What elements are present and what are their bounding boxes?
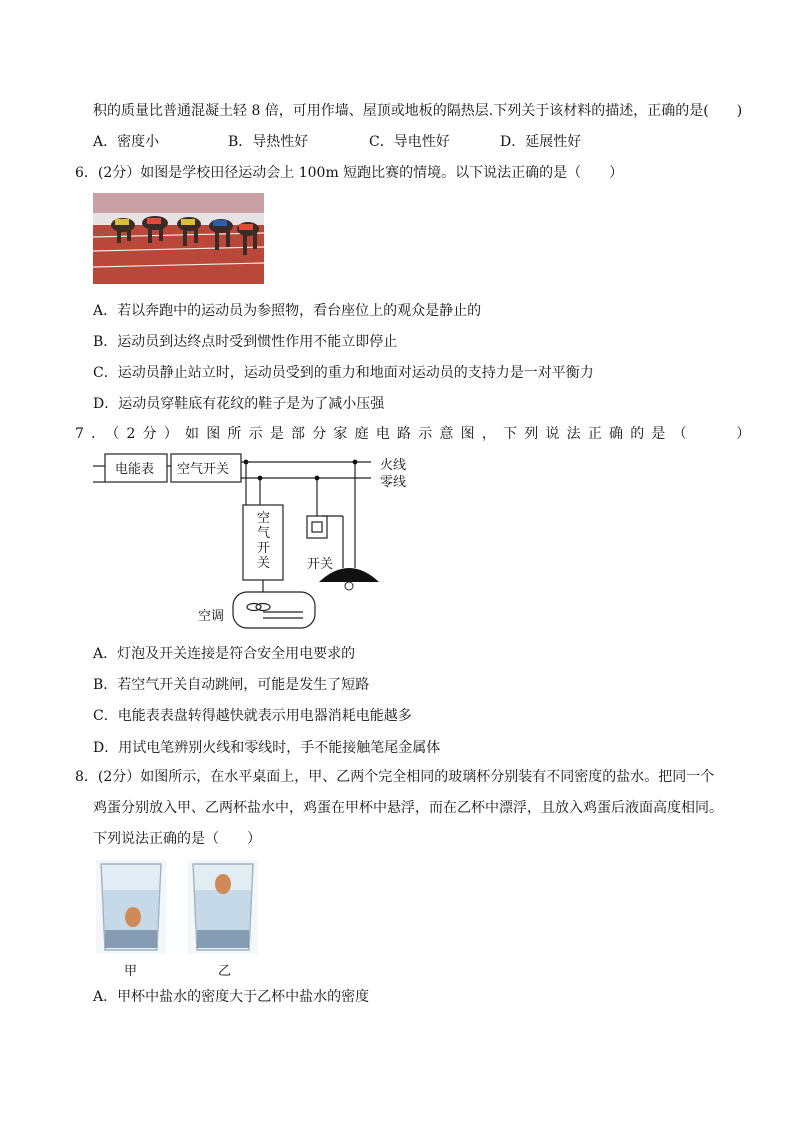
q6-stem: 6．(2分）如图是学校田径运动会上 100m 短跑比赛的情境。以下说法正确的是（ ） [75,165,624,181]
q5-option-b: B．导热性好 [228,134,309,150]
main-breaker-label: 空气开关 [177,462,230,477]
meter-label: 电能表 [115,462,155,477]
q7-option-d: D．用试电笔辨别火线和零线时，手不能接触笔尾金属体 [93,740,441,756]
q8-option-a: A．甲杯中盐水的密度大于乙杯中盐水的密度 [93,989,370,1005]
q8-stem-line3: 下列说法正确的是（ ） [93,831,261,847]
q5-stem-tail: 积的质量比普通混凝土轻 8 倍，可用作墙、屋顶或地板的隔热层.下列关于该材料的描述，正确的是( ) [93,103,743,119]
salt-water-cups-figure [93,860,273,980]
ac-breaker-label: 空气开关 [257,511,271,571]
switch-label: 开关 [307,557,334,572]
q6-option-c: C．运动员静止站立时，运动员受到的重力和地面对运动员的支持力是一对平衡力 [93,365,594,381]
household-circuit-diagram [93,450,423,640]
sprint-race-photo [93,193,264,284]
q6-option-a: A．若以奔跑中的运动员为参照物，看台座位上的观众是静止的 [93,303,482,319]
ac-label: 空调 [198,609,225,624]
cup-label-jia: 甲 [124,964,138,979]
q6-option-b: B．运动员到达终点时受到惯性作用不能立即停止 [93,334,398,350]
q7-option-b: B．若空气开关自动跳闸，可能是发生了短路 [93,677,370,693]
q5-option-c: C．导电性好 [369,134,450,150]
q7-option-c: C．电能表表盘转得越快就表示用电器消耗电能越多 [93,708,412,724]
q5-option-d: D．延展性好 [500,134,582,150]
q8-stem-line1: 8．(2分）如图所示，在水平桌面上，甲、乙两个完全相同的玻璃杯分别装有不同密度的盐水。把同一个 [75,769,715,785]
q6-option-d: D．运动员穿鞋底有花纹的鞋子是为了减小压强 [93,396,385,412]
q7-option-a: A．灯泡及开关连接是符合安全用电要求的 [93,646,356,662]
cup-label-yi: 乙 [218,964,232,979]
neutral-wire-label: 零线 [380,475,407,490]
q8-stem-line2: 鸡蛋分别放入甲、乙两杯盐水中，鸡蛋在甲杯中悬浮，而在乙杯中漂浮，且放入鸡蛋后液面高度相同。 [93,800,723,816]
live-wire-label: 火线 [380,458,407,473]
q5-option-a: A．密度小 [93,134,160,150]
q7-stem: 7．（2分）如图所示是部分家庭电路示意图，下列说法正确的是（ ） [75,426,758,442]
